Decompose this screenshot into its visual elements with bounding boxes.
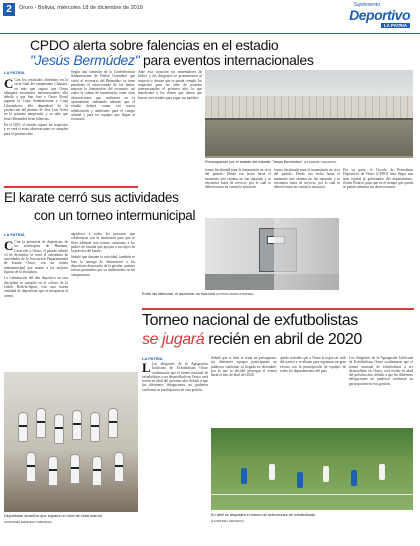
article3-rule	[142, 308, 414, 310]
elevator-caption-text: Entre las falencias, el ascensor no funciona	[142, 292, 216, 296]
stadium-track	[205, 120, 413, 156]
elevator-wall-right	[274, 218, 339, 290]
exfutbolistas-photo	[211, 428, 413, 510]
article1-column5: Por su parte, el Circulo de Periodistas Deportivos de Oruro (CPDO) hizo llegar una nota formal al gobernador del departamento, Zenón Pizarro, para que en el tiempo que queda se pueda subsanar las observaciones.	[343, 168, 413, 190]
article2-title-line2: con un torneo intermunicipal	[34, 208, 196, 223]
article1-title-rest: para eventos internacionales	[139, 52, 314, 68]
stadium-photo	[205, 70, 413, 158]
karate-photo-caption: Deportistas orureños que lograron el nivel de cinta marrón	[4, 514, 102, 518]
article3-col1-text: Los dirigentes de la Agrupación Unificada de Exfutbolistas Oruro confirmaron que el torneo nacional de exfutbolistas a ser desarrollado en Oruro, será recién en abril del próximo año, debido a que las diferentes delegaciones no pudieron confirmar su participación en esta gestión.	[142, 362, 208, 392]
karateka-figure	[114, 452, 124, 482]
article2-column1	[4, 240, 68, 370]
article1-title-line2	[30, 52, 314, 68]
article1-col1b-text: En el 2019, el estadio superó los requisitos y se verá si estas observaciones se cumplen para el próximo año.	[4, 122, 68, 136]
exfutbolistas-photo-caption: En abril se disputará el torneo de selecciones de exfutbolistas	[211, 513, 316, 517]
player-figure	[351, 470, 357, 486]
article2-col1b-text: La culminación del año deportivo en esta disciplina se cumplió en el coliseo de la Unión Bolivia-Japón, con una buena cantidad de deportistas que se integraron al torneo.	[4, 276, 68, 298]
dateline: Oruro - Bolivia, miércoles 18 de diciembre de 2019	[19, 5, 143, 11]
page-header	[0, 0, 420, 34]
article3-column4: Los dirigentes de la Agrupación Unificada de Exfutbolistas Oruro confirmaron que el torneo nacional de exfutbolistas a ser desarrollado en Oruro, será recién en abril del próximo año, debido a que las diferentes delegaciones no pudieron confirmar su participación en esta gestión.	[349, 356, 413, 386]
article1-col1-text: Con los resultados obtenidos en la recta final del campeonato Clausura, en más que seguro que Oruro albergará encuentros internacionales, ello debido a que San José y Oruro Royal jugarán la Copa Sudamericana y Copa Libertadores, ello dependerá de la producción del planteo de José Luis Aceto en la próxima temporada, y se sabe que Jesús Bermúdez tiene falencias.	[4, 78, 68, 121]
article2-rule	[4, 186, 138, 188]
supplement-logo	[322, 2, 414, 30]
article3-title-line1: Torneo nacional de exfutbolistas	[142, 312, 358, 329]
logo-name: Deportivo	[349, 7, 410, 23]
player-figure	[379, 464, 385, 480]
article2-col2-text: agradecer a todos los personas que colaboraron con la institución para que se lleve adelante este evento, asimismo a los padres de familia que apoyan a sus hijos en la práctica del karate.	[71, 232, 135, 254]
elevator-caption-credit: (FOTOS CPDO/LA PATRIA)	[216, 292, 254, 296]
article2-title-line1: El karate cerró sus actividades	[4, 190, 179, 205]
article2-dropcap: C	[4, 240, 14, 253]
player-figure	[323, 466, 329, 482]
logo-super: Suplemento	[353, 2, 380, 8]
karateka-figure	[54, 414, 64, 444]
elevator-photo-right	[274, 218, 339, 290]
article1-column4: forma fiscalizada para la transmisión en vivo del partido. Desde esa fecha hasta el momento este sistema no fue reparado y se encuentra fuera de servicio, por lo cual se deberá tomar en cuenta la situación.	[205, 168, 271, 190]
stadium-stand	[205, 96, 413, 120]
karateka-figure	[48, 456, 58, 486]
article1-column2: Según una comisión de la Confederación Sudamericana de Fútbol Conmebol que visitó el escenario del Bermúdez, se tiene pendiente el refaccionado de los baños, mejorar la iluminación del escenario, así como la cabina de transmisión, entre otras observaciones que realizaron en la oportunidad, señalando además que el estadio deberá contar con nueva señalización y ambientes para el cuerpo arbitral y para los equipos que llegan al escenario.	[71, 70, 135, 122]
karate-photo-credit: (CORTESÍA MARCELO TABOADA)	[4, 520, 52, 524]
stadium-caption-text: Preocupación por el estado del estadio "Jesús Bermúdez"	[205, 160, 303, 164]
article1-title-quote: "Jesús Bermúdez"	[30, 52, 140, 68]
article2-col1-text: Con la presencia de deportistas de los municipios de Huanuni, Caracollo y Oruro, el pasado sábado 14 de diciembre se cerró el calendario de actividades de la Asociación Departamental de Karate Oruro, con un torneo intermunicipal que reunió a las mejores figuras de la disciplina.	[4, 240, 68, 275]
article1-column1	[4, 78, 68, 178]
player-figure	[297, 472, 303, 488]
article1-column4b: forma fiscalizada para la transmisión en vivo del partido. Desde esa fecha hasta el momento este sistema no fue reparado y se encuentra fuera de servicio, por lo cual se deberá tomar en cuenta la situación.	[274, 168, 340, 190]
page-number: 2	[3, 3, 15, 16]
article2-byline: LA PATRIA	[4, 232, 25, 237]
player-figure	[269, 464, 275, 480]
karateka-figure	[92, 456, 102, 486]
karateka-figure	[90, 412, 100, 442]
pitch-line	[211, 494, 413, 495]
karateka-figure	[26, 452, 36, 482]
article3-dropcap: L	[142, 362, 151, 375]
elevator-photo-caption	[142, 292, 254, 296]
article1-column3: Ante esta situación los entrenadores de fútbol, y los dirigentes se pronunciaron al respecto y desean que se pueda cumplir los requisitos para ser sede de partidos internacionales el próximo año, lo que beneficiará a los clubes que tienen que buscar otro estadio para jugar sus partidos.	[138, 70, 202, 100]
logo-sub: LA PATRIA	[381, 23, 410, 28]
article3-title-highlight: se jugará	[142, 331, 205, 348]
article1-title-line1: CPDO alerta sobre falencias en el estadio	[30, 37, 279, 53]
article3-title-line2	[142, 331, 362, 349]
karateka-figure	[72, 410, 82, 440]
article3-column3: quedo sorteado que a Oruro le toque ser sede del torneo y se alistan para organizar un gran evento con la participación de equipos de todos los departamentos del país.	[280, 356, 346, 373]
stadium-photo-caption	[205, 160, 336, 164]
article2-col3-text: Señaló que durante la actividad, también se hizo la entrega de distinciones a los deportistas destacados de la gestión, quienes fueron premiados por su rendimiento en los campeonatos.	[71, 255, 135, 277]
article1-byline: LA PATRIA	[4, 70, 25, 75]
article3-title-rest: recién en abril de 2020	[204, 331, 362, 348]
article2-column2	[71, 232, 135, 370]
karateka-figure	[108, 408, 118, 438]
article3-column1	[142, 362, 208, 534]
article3-byline: LA PATRIA	[142, 356, 163, 361]
karateka-figure	[70, 454, 80, 484]
article3-column2: Señaló que si bien se tenía un presupuesto, los diferentes equipos participantes no pudieron confirmar su llegada en diciembre, por lo que se decidió postergar el evento hasta el mes de abril del 2020.	[211, 356, 277, 378]
karate-photo	[4, 372, 138, 512]
karateka-figure	[18, 412, 28, 442]
exfutbolistas-photo-credit: (LA PATRIA / ARCHIVO)	[211, 519, 244, 523]
karateka-figure	[36, 408, 46, 438]
stadium-caption-credit: (LA PATRIA / ARCHIVO)	[303, 160, 337, 164]
article1-dropcap: C	[4, 78, 14, 91]
player-figure	[241, 468, 247, 484]
